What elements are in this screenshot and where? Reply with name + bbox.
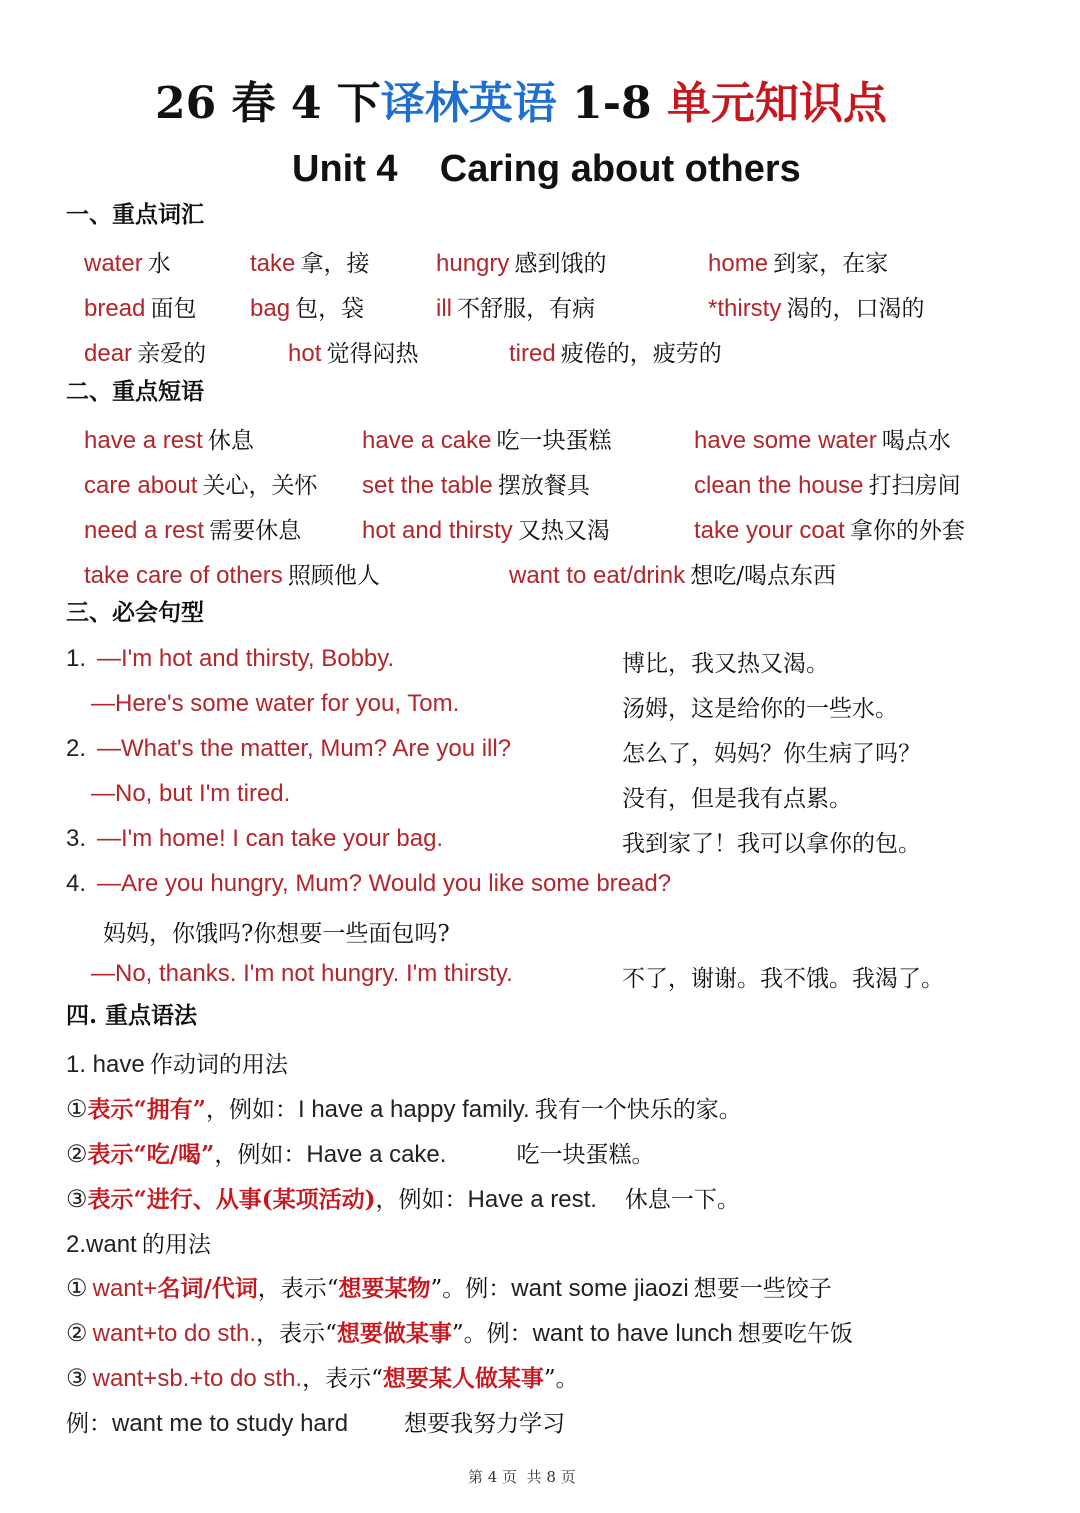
phrase-en: care about <box>84 472 198 499</box>
example-cn: 休息一下。 <box>624 1187 740 1213</box>
vocab-item <box>436 290 595 323</box>
phrase-cn: 关心，关怀 <box>202 473 318 499</box>
sentence-cn: 妈妈，你饿吗?你想要一些面包吗? <box>103 921 450 947</box>
vocab-item <box>708 290 924 323</box>
page-footer: 第 4 页 共 8 页 <box>468 1468 576 1486</box>
phrase-item <box>84 512 301 545</box>
pattern-cn: 名词/代词 <box>157 1275 258 1302</box>
page-title <box>155 78 887 129</box>
phrase-en: have a cake <box>362 427 492 454</box>
phrase-cn: 又热又渴 <box>517 518 610 544</box>
sentence-cn: 怎么了，妈妈？你生病了吗？ <box>622 741 921 767</box>
phrase-cn: 休息 <box>207 428 254 454</box>
title-part-grade: 26 春 4 下 <box>155 78 381 129</box>
grammar-have-item <box>66 1181 740 1214</box>
vocab-en: water <box>84 250 143 277</box>
sentence-cn: 我到家了！我可以拿你的包。 <box>622 831 921 857</box>
vocab-cn: 到家，在家 <box>773 251 889 277</box>
usage-label: 表示“吃/喝” <box>87 1141 215 1168</box>
phrase-en: want to eat/drink <box>509 562 686 589</box>
vocab-en: hungry <box>436 250 510 277</box>
phrase-en: clean the house <box>694 472 864 499</box>
sentence-en: —No, but I'm tired. <box>91 780 291 807</box>
vocab-cn: 包，袋 <box>295 296 365 322</box>
phrase-cn: 摆放餐具 <box>497 473 590 499</box>
phrase-item <box>84 467 318 500</box>
vocab-cn: 不舒服，有病 <box>457 296 596 322</box>
vocab-en: tired <box>509 340 556 367</box>
sentence-number: 2. <box>66 735 87 762</box>
example-en: want me to study hard <box>112 1410 349 1437</box>
phrase-cn: 吃一块蛋糕 <box>496 428 612 454</box>
example-label: ”。例： <box>430 1276 512 1302</box>
phrase-cn: 拿你的外套 <box>849 518 965 544</box>
meaning: 想要某物 <box>338 1275 431 1302</box>
sentence-number: 4. <box>66 870 87 897</box>
phrase-cn: 喝点水 <box>881 428 951 454</box>
vocab-cn: 拿，接 <box>300 251 370 277</box>
grammar-want-title <box>66 1226 211 1259</box>
phrase-en: have a rest <box>84 427 203 454</box>
vocab-cn: 水 <box>147 251 171 277</box>
circle-number: ① <box>66 1275 88 1302</box>
section-grammar-heading: 四. 重点语法 <box>66 1002 198 1029</box>
phrase-item <box>694 467 961 500</box>
phrase-item <box>362 512 610 545</box>
example-label: ，例如： <box>214 1142 307 1168</box>
unit-subtitle: Unit 4 Caring about others <box>292 148 801 190</box>
sentence-number: 3. <box>66 825 87 852</box>
pattern-en: want+sb.+to do sth. <box>92 1365 303 1392</box>
sentence-number: 1. <box>66 645 87 672</box>
section-phrases-heading: 二、重点短语 <box>66 378 204 405</box>
circle-number: ① <box>66 1096 88 1123</box>
vocab-cn: 亲爱的 <box>137 341 207 367</box>
grammar-have-title <box>66 1046 288 1079</box>
vocab-item <box>250 290 364 323</box>
vocab-cn: 疲倦的，疲劳的 <box>560 341 722 367</box>
grammar-want-title-cn: 的用法 <box>141 1232 211 1258</box>
sentence-cn: 博比，我又热又渴。 <box>622 651 829 677</box>
title-part-textbook: 译林英语 <box>380 78 557 129</box>
vocab-en: home <box>708 250 769 277</box>
phrase-item <box>509 557 836 590</box>
example-cn: 想要我努力学习 <box>404 1411 566 1437</box>
grammar-want-example <box>66 1405 565 1438</box>
phrase-item <box>362 422 612 455</box>
vocab-item <box>84 290 196 323</box>
sentence-cn: 汤姆，这是给你的一些水。 <box>622 696 898 722</box>
vocab-item <box>288 335 418 368</box>
example-cn: 吃一块蛋糕。 <box>516 1142 655 1168</box>
phrase-item <box>362 467 590 500</box>
vocab-en: ill <box>436 295 452 322</box>
circle-number: ② <box>66 1141 88 1168</box>
example-label: ，例如： <box>375 1187 468 1213</box>
vocab-item <box>250 245 369 278</box>
usage-label: 表示“拥有” <box>87 1096 206 1123</box>
circle-number: ③ <box>66 1186 88 1213</box>
vocab-en: bread <box>84 295 146 322</box>
vocab-cn: 渴的，口渴的 <box>786 296 925 322</box>
grammar-have-item <box>66 1091 742 1124</box>
vocab-item <box>84 335 206 368</box>
meaning-lead: ，表示“ <box>302 1366 383 1392</box>
sentence-en: —I'm home! I can take your bag. <box>97 825 444 852</box>
example-cn: 想要一些饺子 <box>693 1276 832 1302</box>
phrase-cn: 需要休息 <box>209 518 302 544</box>
sentence-en: —What's the matter, Mum? Are you ill? <box>97 735 512 762</box>
example-cn: 我有一个快乐的家。 <box>534 1097 742 1123</box>
example-en: want to have lunch <box>532 1320 733 1347</box>
grammar-have-title-cn: 作动词的用法 <box>149 1052 288 1078</box>
meaning-lead: ，表示“ <box>257 1276 339 1302</box>
phrase-en: hot and thirsty <box>362 517 513 544</box>
vocab-item <box>84 245 171 278</box>
phrase-en: have some water <box>694 427 877 454</box>
phrase-item <box>694 512 965 545</box>
meaning: 想要做某事 <box>336 1320 452 1347</box>
grammar-want-num: 2.want <box>66 1231 137 1258</box>
grammar-have-num: 1. have <box>66 1051 145 1078</box>
sentence-en: —Here's some water for you, Tom. <box>91 690 460 717</box>
meaning: 想要某人做某事 <box>382 1365 544 1392</box>
vocab-en: hot <box>288 340 322 367</box>
sentence-en: —Are you hungry, Mum? Would you like some bread? <box>97 870 672 897</box>
vocab-cn: 觉得闷热 <box>326 341 419 367</box>
section-sentences-heading: 三、必会句型 <box>66 599 204 626</box>
phrase-en: set the table <box>362 472 493 499</box>
grammar-want-item <box>66 1360 579 1393</box>
vocab-cn: 面包 <box>150 296 197 322</box>
title-part-topic: 单元知识点 <box>666 78 887 129</box>
example-en: I have a happy family. <box>297 1096 530 1123</box>
example-en: Have a rest. <box>467 1186 597 1213</box>
usage-label: 表示“进行、从事(某项活动) <box>87 1186 376 1213</box>
sentence-en: —No, thanks. I'm not hungry. I'm thirsty. <box>91 960 513 987</box>
vocab-en: *thirsty <box>708 295 782 322</box>
grammar-want-item <box>66 1270 832 1303</box>
sentence-en: —I'm hot and thirsty, Bobby. <box>97 645 395 672</box>
phrase-cn: 想吃/喝点东西 <box>690 563 836 589</box>
pattern-en: want+ <box>92 1275 158 1302</box>
sentence-cn: 没有，但是我有点累。 <box>622 786 852 812</box>
phrase-en: take your coat <box>694 517 845 544</box>
vocab-item <box>509 335 722 368</box>
example-en: want some jiaozi <box>511 1275 689 1302</box>
vocab-item <box>436 245 606 278</box>
circle-number: ③ <box>66 1365 88 1392</box>
phrase-cn: 打扫房间 <box>868 473 961 499</box>
vocab-en: dear <box>84 340 133 367</box>
example-label: 例： <box>66 1411 112 1437</box>
meaning-end: ”。 <box>543 1366 579 1392</box>
phrase-en: take care of others <box>84 562 283 589</box>
pattern-en: want+to do sth. <box>92 1320 257 1347</box>
example-en: Have a cake. <box>306 1141 447 1168</box>
circle-number: ② <box>66 1320 88 1347</box>
example-cn: 想要吃午饭 <box>737 1321 853 1347</box>
phrase-item <box>84 557 380 590</box>
vocab-en: take <box>250 250 296 277</box>
phrase-cn: 照顾他人 <box>287 563 380 589</box>
title-part-units: 1-8 <box>556 78 667 129</box>
grammar-want-item <box>66 1315 853 1348</box>
vocab-item <box>708 245 888 278</box>
example-label: ”。例： <box>451 1321 533 1347</box>
example-label: ，例如： <box>205 1097 298 1123</box>
sentence-cn: 不了，谢谢。我不饿。我渴了。 <box>622 966 944 992</box>
phrase-en: need a rest <box>84 517 205 544</box>
section-vocabulary-heading: 一、重点词汇 <box>66 201 204 228</box>
grammar-have-item <box>66 1136 654 1169</box>
vocab-en: bag <box>250 295 291 322</box>
phrase-item <box>84 422 254 455</box>
vocab-cn: 感到饿的 <box>514 251 607 277</box>
phrase-item <box>694 422 951 455</box>
meaning-lead: ，表示“ <box>256 1321 337 1347</box>
